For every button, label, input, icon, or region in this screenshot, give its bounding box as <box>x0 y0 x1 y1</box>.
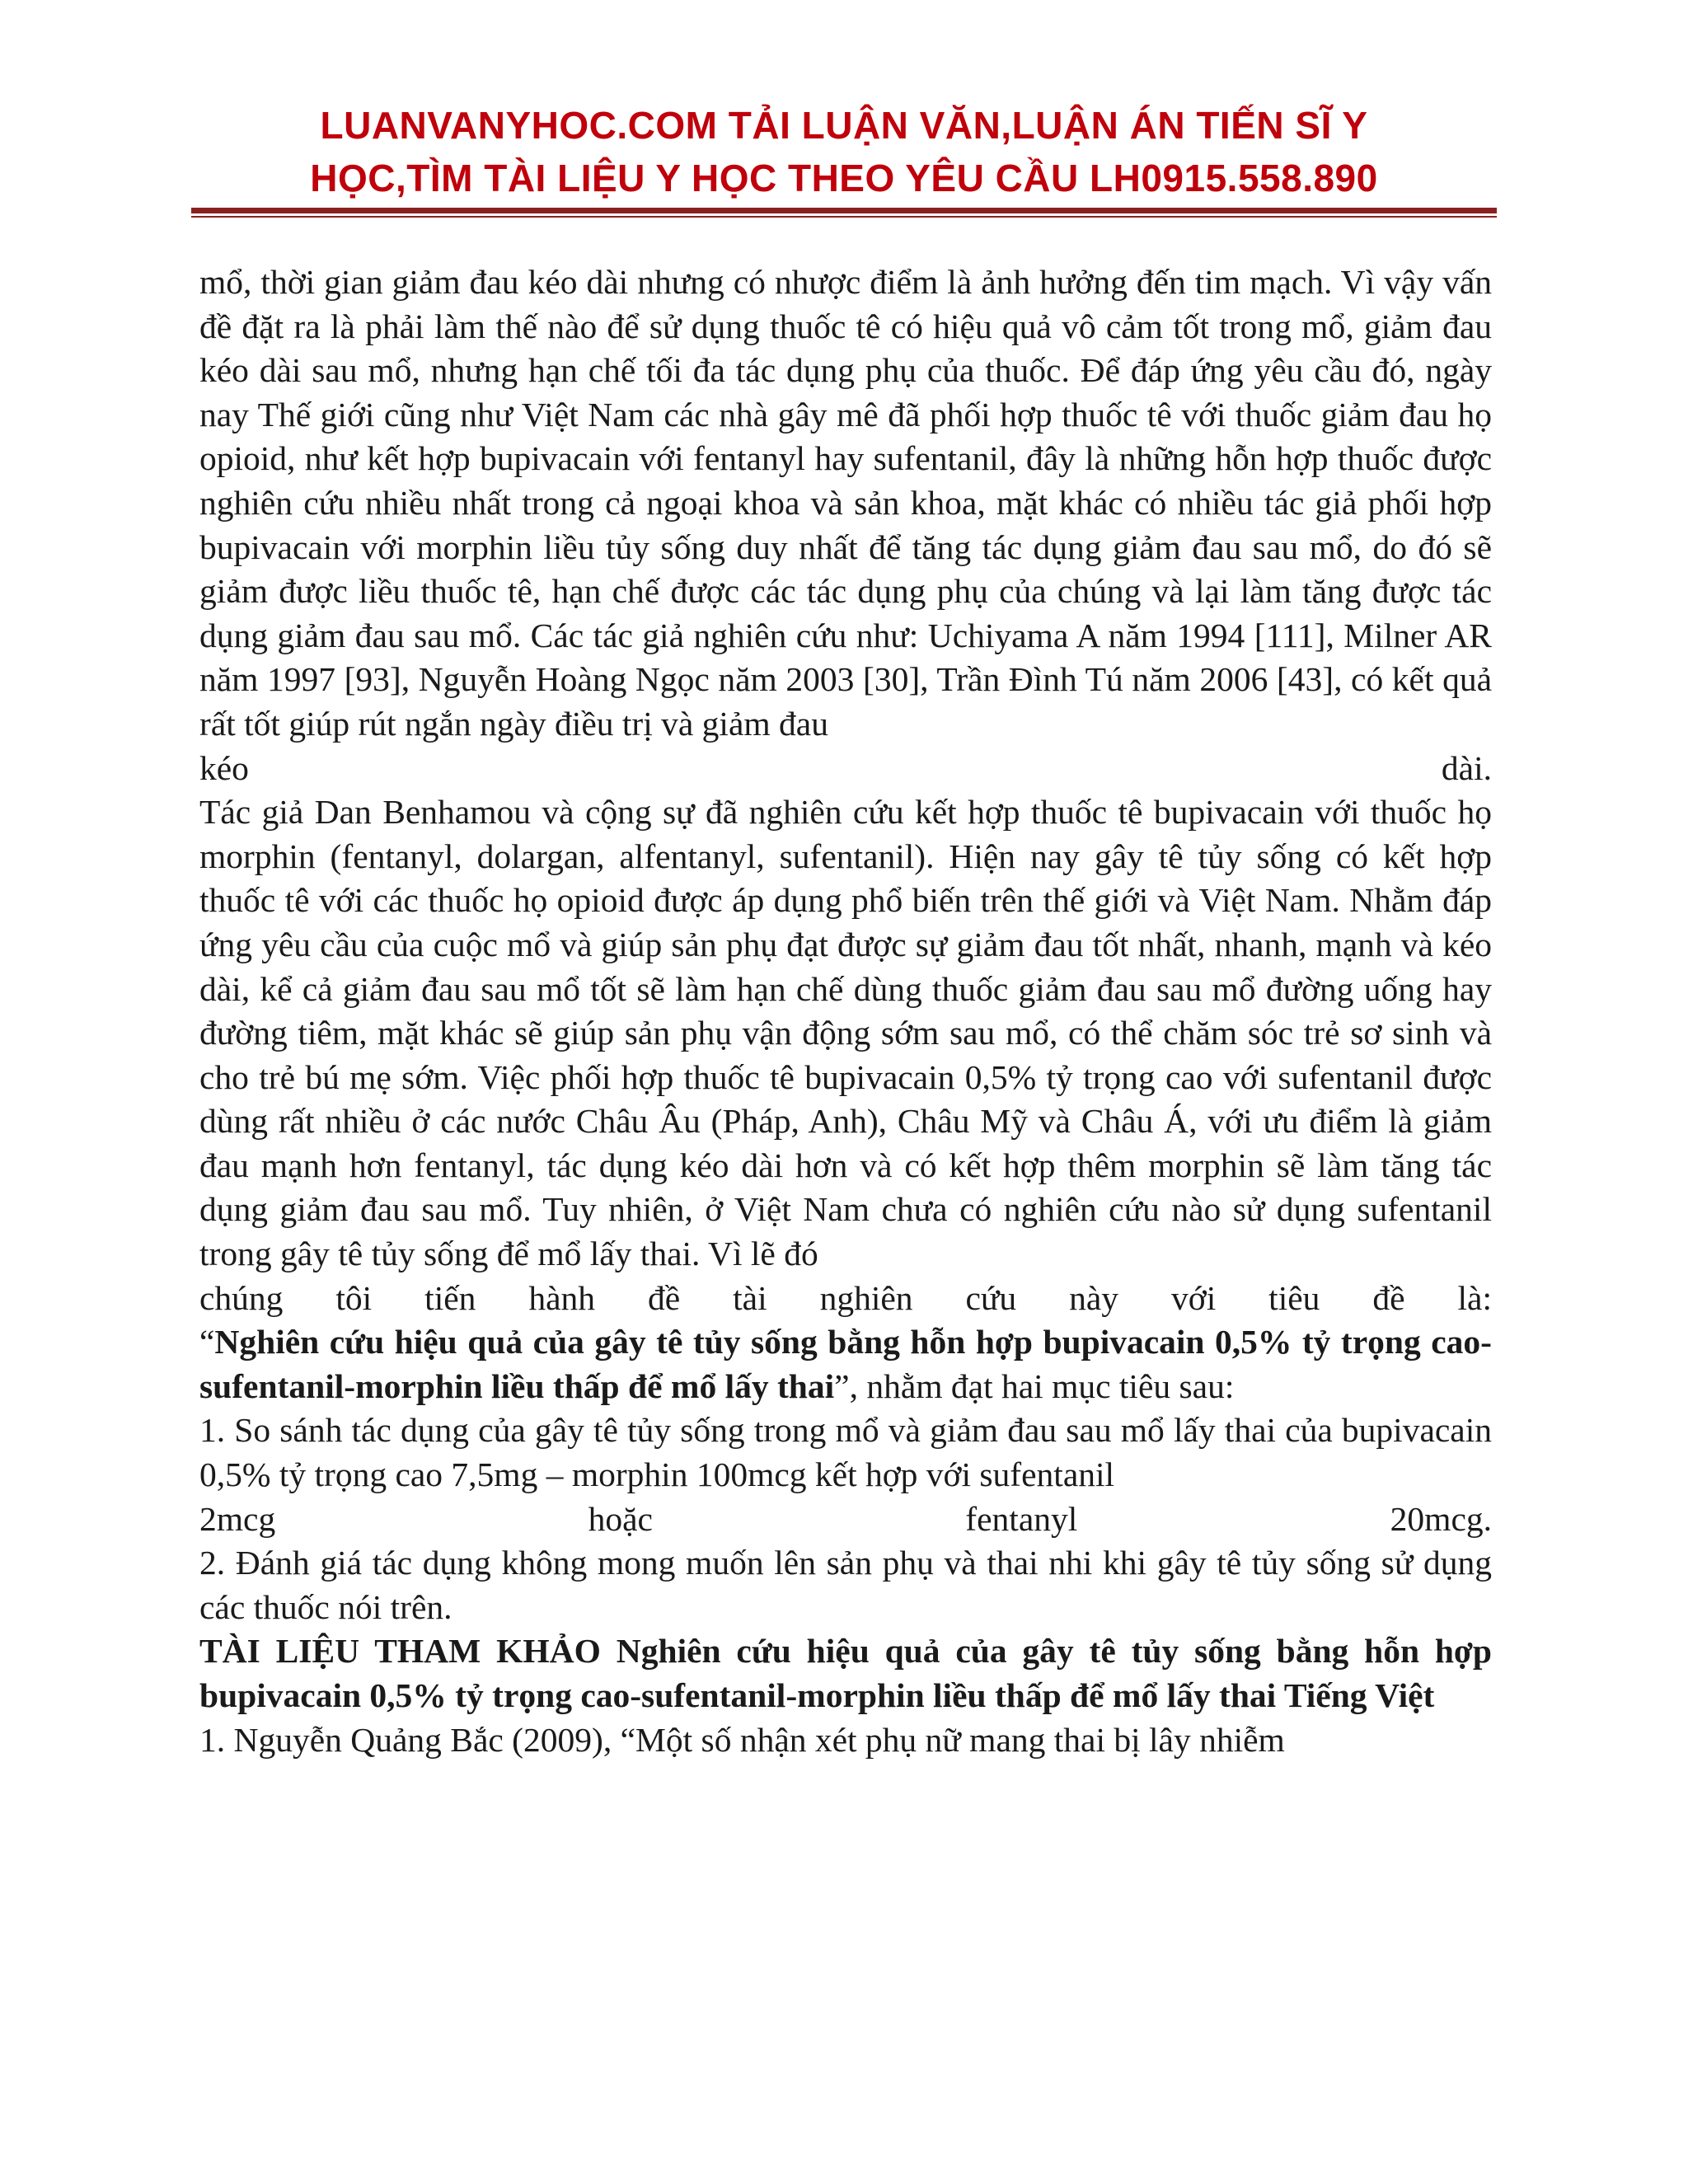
header-line-1: LUANVANYHOC.COM TẢI LUẬN VĂN,LUẬN ÁN TIẾN SĨ Y <box>320 104 1368 147</box>
paragraph-background-end: chúng tôi tiến hành đề tài nghiên cứu này với tiêu đề là: <box>199 1278 1492 1317</box>
paragraph-background: Tác giả Dan Benhamou và cộng sự đã nghiên cứu kết hợp thuốc tê bupivacain với thuốc họ morphin (fentanyl, dolargan, alfentanyl, sufentanil). Hiện nay gây tê tủy sống có kết hợp thuốc tê với các thuốc họ opioid được áp dụng phổ biến trên thế giới và Việt Nam. Nhằm đáp ứng yêu cầu của cuộc mổ và giúp sản phụ đạt được sự giảm đau tốt nhất, nhanh, mạnh và kéo dài, kể cả giảm đau sau mổ tốt sẽ làm hạn chế dùng thuốc giảm đau sau mổ đường uống hay đường tiêm, mặt khác sẽ giúp sản phụ vận động sớm sau mổ, có thể chăm sóc trẻ sơ sinh và cho trẻ bú mẹ sớm. Việc phối hợp thuốc tê bupivacain 0,5% tỷ trọng cao với sufentanil được dùng rất nhiều ở các nước Châu Âu (Pháp, Anh), Châu Mỹ và Châu Á, với ưu điểm là giảm đau mạnh hơn fentanyl, tác dụng kéo dài hơn và có kết hợp thêm morphin sẽ làm tăng tác dụng giảm đau sau mổ. Tuy nhiên, ở Việt Nam chưa có nghiên cứu nào sử dụng sufentanil trong gây tê tủy sống để mổ lấy thai. Vì lẽ đó <box>199 793 1492 1273</box>
objective-1-end: 2mcg hoặc fentanyl 20mcg. <box>199 1499 1492 1538</box>
paragraph-intro-end: kéo dài. <box>199 748 1492 787</box>
open-quote: “ <box>199 1323 215 1361</box>
study-title-suffix: ”, nhằm đạt hai mục tiêu sau: <box>834 1366 1235 1405</box>
objective-2: 2. Đánh giá tác dụng không mong muốn lên sản phụ và thai nhi khi gây tê tủy sống sử dụng các thuốc nói trên. <box>199 1544 1492 1626</box>
header-line-2: HỌC,TÌM TÀI LIỆU Y HỌC THEO YÊU CẦU LH0915.558.890 <box>310 157 1378 199</box>
study-title: Nghiên cứu hiệu quả của gây tê tủy sống bằng hỗn hợp bupivacain 0,5% tỷ trọng cao-sufentanil-morphin liều thấp để mổ lấy thai <box>199 1323 1492 1405</box>
reference-item-1: 1. Nguyễn Quảng Bắc (2009), “Một số nhận xét phụ nữ mang thai bị lây nhiễm <box>199 1720 1285 1759</box>
header-divider <box>191 208 1497 219</box>
objective-1: 1. So sánh tác dụng của gây tê tủy sống trong mổ và giảm đau sau mổ lấy thai của bupivacain 0,5% tỷ trọng cao 7,5mg – morphin 100mcg kết hợp với sufentanil <box>199 1411 1492 1494</box>
paragraph-intro: mổ, thời gian giảm đau kéo dài nhưng có nhược điểm là ảnh hưởng đến tim mạch. Vì vậy vấn đề đặt ra là phải làm thế nào để sử dụng thuốc tê có hiệu quả vô cảm tốt trong mổ, giảm đau kéo dài sau mổ, nhưng hạn chế tối đa tác dụng phụ của thuốc. Để đáp ứng yêu cầu đó, ngày nay Thế giới cũng như Việt Nam các nhà gây mê đã phối hợp thuốc tê với thuốc giảm đau họ opioid, như kết hợp bupivacain với fentanyl hay sufentanil, đây là những hỗn hợp thuốc được nghiên cứu nhiều nhất trong cả ngoại khoa và sản khoa, mặt khác có nhiều tác giả phối hợp bupivacain với morphin liều tủy sống duy nhất để tăng tác dụng giảm đau sau mổ, do đó sẽ giảm được liều thuốc tê, hạn chế được các tác dụng phụ của chúng và lại làm tăng được tác dụng giảm đau sau mổ. Các tác giả nghiên cứu như: Uchiyama A năm 1994 [111], Milner AR năm 1997 [93], Nguyễn Hoàng Ngọc năm 2003 [30], Trần Đình Tú năm 2006 [43], có kết quả rất tốt giúp rút ngắn ngày điều trị và giảm đau <box>199 263 1492 743</box>
document-body <box>199 260 1492 1762</box>
header-divider-thick <box>191 208 1497 213</box>
header-divider-thin <box>191 216 1497 218</box>
references-heading: TÀI LIỆU THAM KHẢO Nghiên cứu hiệu quả của gây tê tủy sống bằng hỗn hợp bupivacain 0,5% tỷ trọng cao-sufentanil-morphin liều thấp để mổ lấy thai Tiếng Việt <box>199 1632 1492 1714</box>
paragraph-study-title <box>199 1320 1492 1408</box>
page-header <box>191 99 1497 204</box>
